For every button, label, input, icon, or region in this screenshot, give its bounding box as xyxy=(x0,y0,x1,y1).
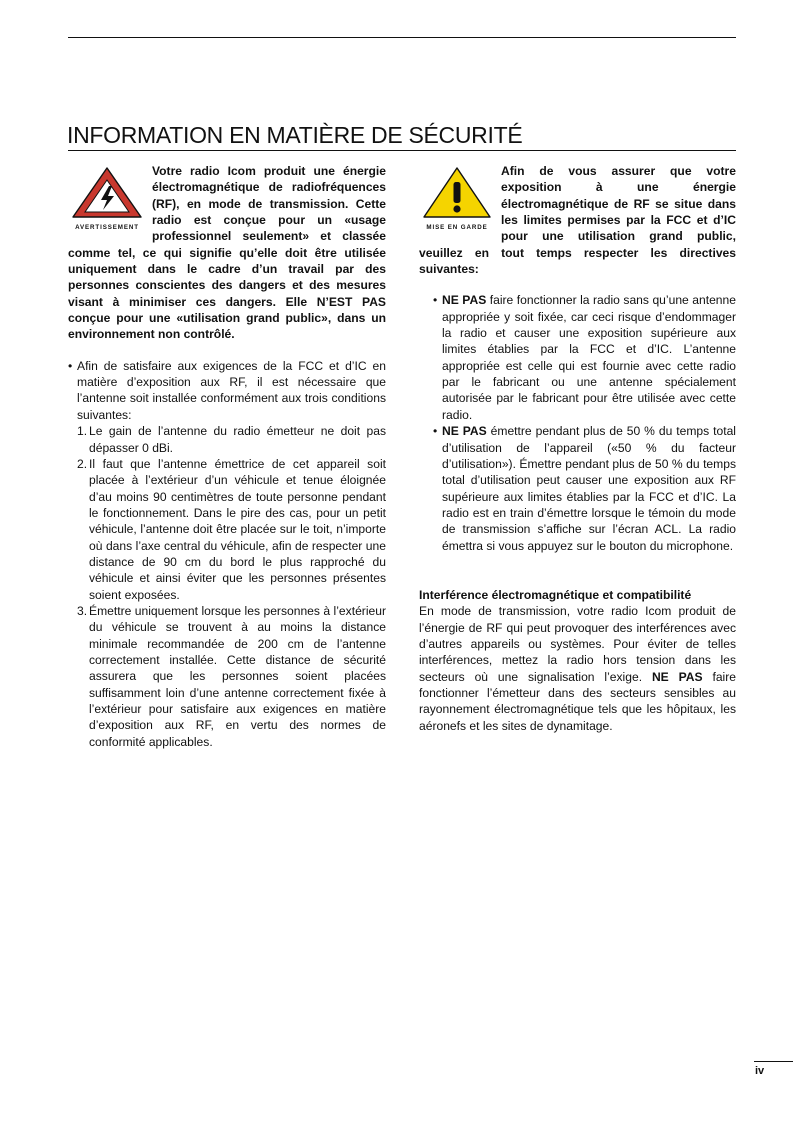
condition-list xyxy=(77,423,386,750)
interference-text-cont: faire fonctionner l’émetteur dans des secteurs sensibles au rayonnement électromagnétique tels que les hôpitaux, les aéronefs et les sites de dynamitage. xyxy=(419,669,736,733)
fcc-requirements-list xyxy=(68,358,386,750)
top-rule xyxy=(68,37,736,38)
section-heading: Interférence électromagnétique et compatibilité xyxy=(419,587,692,602)
list-item xyxy=(433,292,736,423)
high-voltage-warning-icon xyxy=(71,165,143,219)
left-column xyxy=(68,163,386,750)
footer-rule xyxy=(754,1061,793,1062)
item-number: 2. xyxy=(77,456,88,471)
list-item xyxy=(68,358,386,750)
interference-text: En mode de transmission, votre radio Icom produit de l’énergie de RF qui peut provoquer des interférences avec d’autres appareils ou systèmes. Pour éviter de telles interférences, mettez la radio hors tension dans les secteurs où une signalisation l’exige. xyxy=(419,604,736,684)
warning-intro: Votre radio Icom produit une énergie électromagnétique de radiofréquences (RF), en mode de transmission. Cette radio est conçue pour un «usage professionnel seulement» et classée comme tel, ce qui signifie qu’elle doit être utilisée uniquement dans le cadre d’un travail par des personnes conscientes des dangers et des mesures visant à minimiser ces dangers. Elle N’EST PAS conçue pour une «utilisation grand public», dans un environnement non contrôlé. xyxy=(68,164,386,342)
emphasis: NE PAS xyxy=(442,424,487,439)
interference-paragraph xyxy=(419,603,736,734)
directive-text: faire fonctionner la radio sans qu’une antenne appropriée y soit fixée, car ceci risque d’endommager la radio et causer une exposition supérieure aux limites établies par la FCC et d’IC. L’antenne appropriée est celle qui est fournie avec cette radio par le fabricant ou une antenne spécialement autorisée par le fabricant pour être utilisée avec cette radio. xyxy=(442,293,736,422)
item-text: Il faut que l’antenne émettrice de cet appareil soit placée à l’extérieur d’un véhicule et tenue éloignée d’au moins 90 centimètres de toute personne pendant le fonctionnement. Dans le pire des cas, pour un petit véhicule, l’antenne doit être placée sur le toit, n’importe où dans l’axe central du véhicule, afin de respecter une distance de 90 cm du bord le plus rapproché du véhicule et ainsi éviter que les personnes présentes soient exposées. xyxy=(89,456,386,602)
item-text: Émettre uniquement lorsque les personnes à l’extérieur du véhicule se trouvent à au moins la distance minimale recommandée de 200 cm de l’antenne correctement installée. Cette distance de sécurité assurera que les personnes soient placées suffisamment loin d’une antenne correctement fixée à l’extérieur pour satisfaire aux exigences en matière d’exposition aux RF, en vertu des normes de conformité applicables. xyxy=(89,603,386,749)
directive-text: émettre pendant plus de 50 % du temps total d’utilisation de l’appareil («50 % du facteur d’utilisation»). Émettre pendant plus de 50 % du temps total d’utilisation peut causer une exposition aux RF supérieure aux limites établies par la FCC et d’IC. La radio est en train d’émettre lorsque le témoin du mode de transmission s’affiche sur l’écran ACL. La radio émettra si vous appuyez sur le bouton du microphone. xyxy=(442,424,736,553)
list-item xyxy=(77,423,386,456)
title-rule xyxy=(68,150,736,151)
page-number: iv xyxy=(755,1065,765,1077)
item-number: 3. xyxy=(77,603,88,618)
directives-list xyxy=(419,292,736,554)
emphasis: NE PAS xyxy=(651,669,703,684)
fcc-requirement-text: Afin de satisfaire aux exigences de la FCC et d’IC en matière d’exposition aux RF, il est nécessaire que l’antenne soit installée conformément aux trois conditions suivantes: xyxy=(77,358,386,422)
warning-label: AVERTISSEMENT xyxy=(75,224,139,231)
emphasis: NE PAS xyxy=(442,293,487,308)
caution-icon xyxy=(422,165,492,219)
item-text: Le gain de l’antenne du radio émetteur ne doit pas dépasser 0 dBi. xyxy=(89,424,386,455)
list-item xyxy=(77,603,386,750)
right-column xyxy=(419,163,736,734)
caution-label: MISE EN GARDE xyxy=(426,224,488,231)
caution-intro: Afin de vous assurer que votre exposition à une énergie électromagnétique de RF se situe dans les limites permises par la FCC et d’IC pour une utilisation grand public, veuillez en tout temps respecter les directives suivantes: xyxy=(419,164,736,277)
item-number: 1. xyxy=(77,424,88,439)
caution-badge xyxy=(419,165,495,236)
warning-badge xyxy=(68,165,146,236)
page-title: INFORMATION EN MATIÈRE DE SÉCURITÉ xyxy=(67,122,523,148)
list-item xyxy=(77,456,386,603)
list-item xyxy=(433,423,736,554)
